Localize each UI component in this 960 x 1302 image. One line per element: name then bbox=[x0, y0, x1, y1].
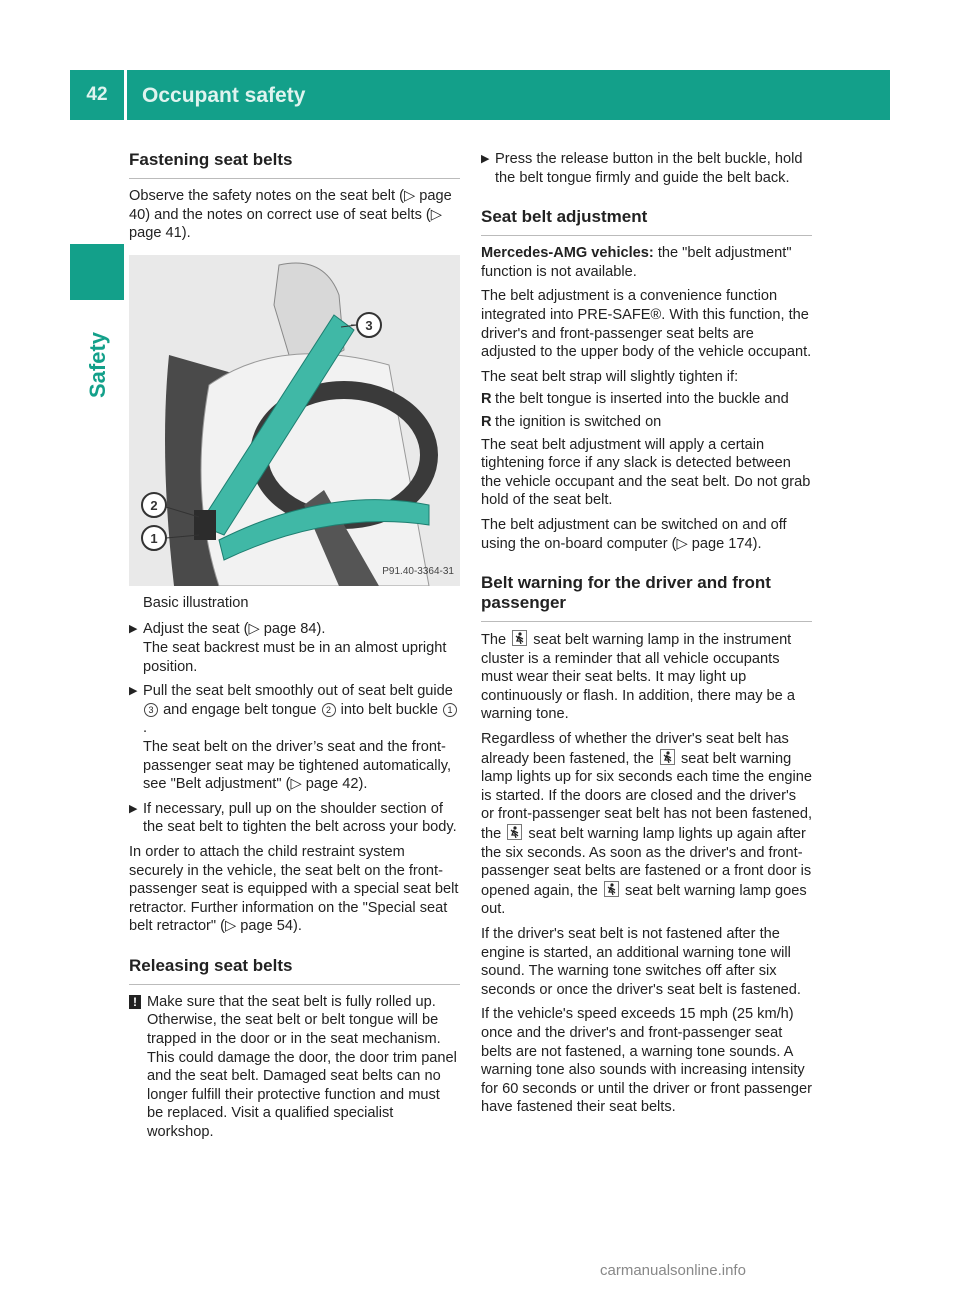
text-part: Regardless of whether the driver's seat belt has already been fastened, the bbox=[481, 731, 789, 767]
step-text: Press the release button in the belt buckle, hold the belt tongue firmly and guide the belt back. bbox=[495, 151, 803, 186]
warning-p1 bbox=[481, 630, 812, 724]
callout-3-icon: 3 bbox=[144, 703, 158, 717]
page-title: Occupant safety bbox=[142, 84, 306, 107]
warning-p3: If the driver's seat belt is not fastened after the engine is started, an additional warning tone will sound. The warning tone switches off after six seconds or once the driver's seat belt is fastened. bbox=[481, 926, 801, 998]
figure-code: P91.40-3364-31 bbox=[382, 566, 454, 578]
text-part: seat belt warning lamp lights up for six seconds each time the engine is started. If the doors are closed and the driver's or front-passenger seat belt has not been fastened, the bbox=[481, 750, 813, 843]
child-restraint-text: In order to attach the child restraint system securely in the vehicle, the seat belt on the front-passenger seat is equipped with a special seat belt retractor. Further information on the "Special seat belt retractor" (▷ page 54). bbox=[129, 843, 459, 935]
bullet-icon: R bbox=[481, 391, 492, 408]
heading-fastening: Fastening seat belts bbox=[129, 150, 460, 179]
text-part: The bbox=[481, 632, 507, 649]
seat-belt-lamp-icon bbox=[604, 881, 619, 897]
arrow-icon: ▶ bbox=[129, 685, 138, 698]
svg-text:3: 3 bbox=[365, 317, 373, 333]
svg-text:2: 2 bbox=[150, 497, 158, 513]
step-text: If necessary, pull up on the shoulder section of the seat belt to tighten the belt across your body. bbox=[143, 800, 457, 836]
callout-1-icon: 1 bbox=[443, 703, 457, 717]
step-note: The seat backrest must be in an almost upright position. bbox=[143, 639, 447, 675]
section-tab-block bbox=[70, 244, 124, 300]
warning-icon: ! bbox=[129, 995, 141, 1009]
seat-belt-lamp-icon bbox=[512, 630, 527, 646]
bullet-text: the belt tongue is inserted into the buckle and bbox=[495, 391, 789, 408]
callout-2-icon: 2 bbox=[322, 703, 336, 717]
adjust-p3: The seat belt adjustment will apply a certain tightening force if any slack is detected between the vehicle occupant and the seat belt. Do not grab hold of the seat belt. bbox=[481, 436, 811, 509]
seat-belt-illustration-icon bbox=[129, 255, 460, 586]
step-text: Pull the seat belt smoothly out of seat belt guide 3 and engage belt tongue 2 into belt buckle 1. bbox=[143, 682, 460, 738]
watermark: carmanualsonline.info bbox=[600, 1262, 746, 1279]
amg-note bbox=[481, 244, 812, 281]
bullet-text: the ignition is switched on bbox=[495, 413, 662, 430]
page-number: 42 bbox=[86, 84, 108, 105]
step-note: The seat belt on the driver’s seat and the front-passenger seat may be tightened automatically, see "Belt adjustment" (▷ page 42). bbox=[143, 738, 452, 793]
heading-releasing: Releasing seat belts bbox=[129, 956, 460, 985]
header-divider bbox=[124, 70, 127, 120]
bullet-icon: R bbox=[481, 413, 492, 430]
step-adjust-seat bbox=[129, 620, 460, 676]
adjust-p1: The belt adjustment is a convenience function integrated into PRE-SAFE®. With this function, the driver's and front-passenger seat belts are adjusted to the upper body of the vehicle occupant. bbox=[481, 288, 812, 361]
warning-p4: If the vehicle's speed exceeds 15 mph (25 km/h) once and the driver's and front-passenger seat belts are not fastened, a warning tone sounds. A warning tone also sounds with increasing intensity for 60 seconds or until the driver or front passenger have fastened their seat belts. bbox=[481, 1006, 812, 1116]
page-header bbox=[70, 70, 890, 120]
amg-text: the "belt adjustment" function is not available. bbox=[481, 245, 792, 280]
arrow-icon: ▶ bbox=[129, 623, 138, 636]
step-text-part: Pull the seat belt smoothly out of seat belt guide bbox=[143, 683, 453, 700]
arrow-icon: ▶ bbox=[481, 153, 490, 165]
step-text-part: and engage belt tongue bbox=[163, 701, 317, 718]
adjust-p4: The belt adjustment can be switched on and off using the on-board computer (▷ page 174). bbox=[481, 516, 787, 552]
seat-belt-lamp-icon bbox=[660, 749, 675, 765]
adjust-bullet-2 bbox=[481, 413, 812, 432]
section-tab-label: Safety bbox=[85, 331, 110, 398]
adjust-p2: The seat belt strap will slightly tighten if: bbox=[481, 368, 739, 385]
seat-belt-illustration bbox=[129, 255, 460, 586]
svg-text:1: 1 bbox=[150, 530, 158, 546]
step-text-part: into belt buckle bbox=[340, 701, 438, 718]
seat-belt-lamp-icon bbox=[507, 824, 522, 840]
releasing-warning bbox=[129, 993, 460, 1142]
figure-caption: Basic illustration bbox=[143, 594, 249, 611]
adjust-bullet-1 bbox=[481, 390, 812, 409]
amg-label: Mercedes-AMG vehicles: bbox=[481, 245, 654, 262]
left-column bbox=[129, 150, 460, 1148]
arrow-icon: ▶ bbox=[129, 802, 138, 815]
step-pull-belt bbox=[129, 682, 460, 794]
fastening-intro: Observe the safety notes on the seat belt (▷ page 40) and the notes on correct use of seat belts (▷ page 41). bbox=[129, 188, 452, 242]
right-column bbox=[481, 150, 812, 1123]
heading-belt-warning: Belt warning for the driver and front passenger bbox=[481, 573, 812, 622]
text-part: seat belt warning lamp in the instrument cluster is a reminder that all vehicle occupants must wear their seat belts. It may light up continuously or flash. In addition, there may be a warning tone. bbox=[481, 632, 795, 723]
text-part: seat belt warning lamp lights up again after the six seconds. As soon as the driver's and front-passenger seat belts are fastened or a front door is opened again, the bbox=[481, 826, 812, 899]
step-text: Adjust the seat (▷ page 84). bbox=[143, 621, 326, 638]
warning-p2 bbox=[481, 730, 812, 919]
heading-belt-adjustment: Seat belt adjustment bbox=[481, 207, 812, 236]
text-part: seat belt warning lamp goes out. bbox=[481, 882, 807, 918]
warning-text: Make sure that the seat belt is fully rolled up. Otherwise, the seat belt or belt tongue will be trapped in the door or in the seat mechanism. This could damage the door, the door trim panel and the seat belt. Damaged seat belts can no longer fulfill their protective function and must be replaced. Visit a qualified specialist workshop. bbox=[147, 993, 457, 1141]
step-release bbox=[481, 150, 812, 187]
step-tighten bbox=[129, 800, 460, 837]
